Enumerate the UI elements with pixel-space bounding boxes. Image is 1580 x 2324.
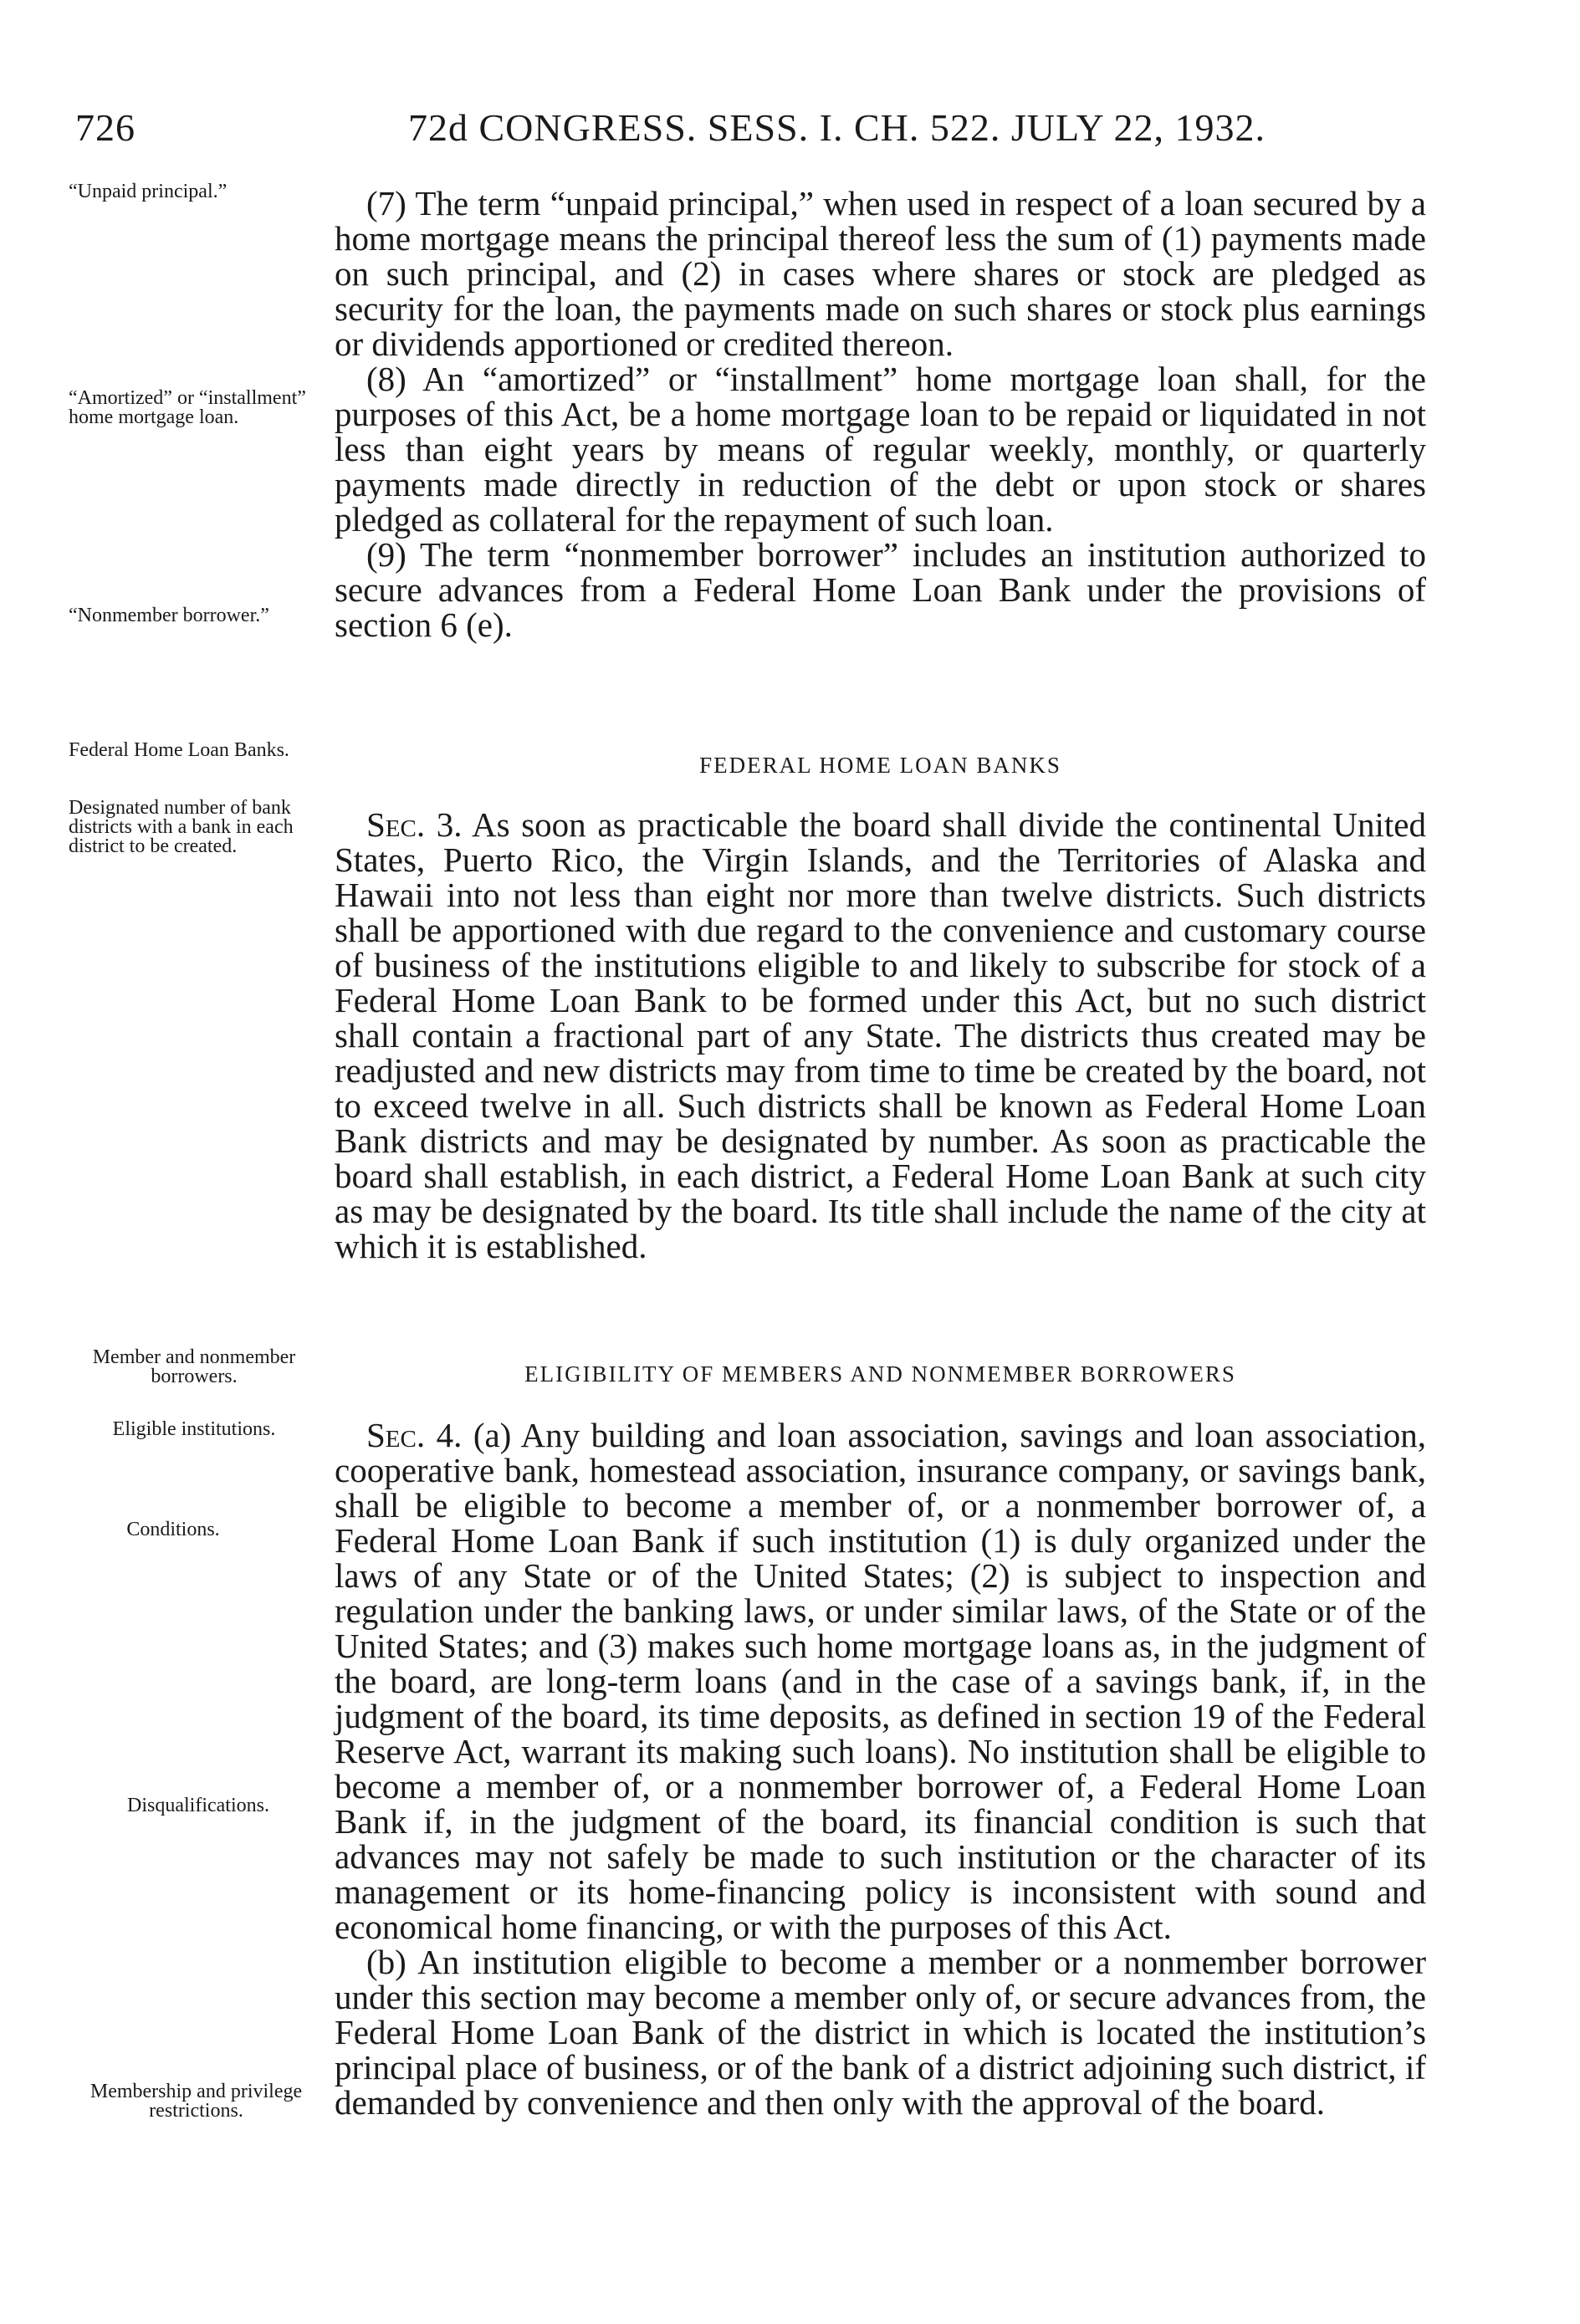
paragraph-8: (8) An “amortized” or “installment” home mortgage loan shall, for the purposes of this Act, be a home mortgage loan to be repaid or liquidated in not less than eight years by means of regular weekly, monthly, or quarterly payments made directly in reduction of the debt or upon stock or shares pledged as collateral for the repayment of such loan. [335, 360, 1426, 539]
page-number: 726 [75, 106, 136, 149]
heading-eligibility: ELIGIBILITY OF MEMBERS AND NONMEMBER BORROWERS [524, 1361, 1236, 1387]
paragraph-9: (9) The term “nonmember borrower” includes an institution authorized to secure advances from a Federal Home Loan Bank under the provisions of section 6 (e). [335, 535, 1426, 644]
section-3-block [335, 807, 1426, 1264]
margin-note-amortized: “Amortized” or “installment” home mortgage loan. [69, 387, 306, 428]
paragraph-7: (7) The term “unpaid principal,” when used in respect of a loan secured by a home mortgage means the principal thereof less the sum of (1) payments made on such principal, and (2) in cases where shares or stock are pledged as security for the loan, the payments made on such shares or stock plus earnings or dividends apportioned or credited thereon. [335, 184, 1426, 363]
section-3-text: As soon as practicable the board shall divide the continental United States, Puerto Rico, the Virgin Islands, and the Territories of Alaska and Hawaii into not less than eight nor more than twelve districts. Such districts shall be apportioned with due regard to the convenience and customary course of business of the institutions eligible to and likely to subscribe for stock of a Federal Home Loan Bank to be formed under this Act, but no such district shall contain a fractional part of any State. The districts thus created may be readjusted and new districts may from time to time be created by the board, not to exceed twelve in all. Such districts shall be known as Federal Home Loan Bank districts and may be designated by number. As soon as practicable the board shall establish, in each district, a Federal Home Loan Bank at such city as may be designated by the board. Its title shall include the name of the city at which it is established. [335, 805, 1426, 1265]
section-3-paragraph [335, 807, 1426, 1264]
running-title: 72d CONGRESS. SESS. I. CH. 522. JULY 22, 1932. [408, 106, 1266, 149]
section-4b-paragraph: (b) An institution eligible to become a member or a nonmember borrower under this section may become a member only of, or secure advances from, the Federal Home Loan Bank of the district in which is located the institution’s principal place of business, or of the bank of a district adjoining such district, if demanded by convenience and then only with the approval of the board. [335, 1943, 1426, 2122]
margin-note-member-nonmember: Member and nonmember borrowers. [92, 1346, 296, 1387]
margin-note-eligible: Eligible institutions. [112, 1418, 276, 1440]
margin-note-unpaid-principal: “Unpaid principal.” [69, 181, 228, 202]
section-4a-paragraph [335, 1417, 1426, 1944]
section-4-block [335, 1417, 1426, 2120]
section-4-label: Sec. 4. [366, 1416, 463, 1454]
section-4a-text: (a) Any building and loan association, savings and loan association, cooperative bank, homestead association, insurance company, or savings bank, shall be eligible to become a member of, or a nonmember borrower of, a Federal Home Loan Bank if such institution (1) is duly organized under the laws of any State or of the United States; (2) is subject to inspection and regulation under the banking laws, or under similar laws, of the State or of the United States; and (3) makes such home mortgage loans as, in the judgment of the board, are long-term loans (and in the case of a savings bank, if, in the judgment of the board, its time deposits, as defined in section 19 of the Federal Reserve Act, warrant its making such loans). No institution shall be eligible to become a member of, or a nonmember borrower of, a Federal Home Loan Bank if, in the judgment of the board, its financial condition is such that advances may not safely be made to such institution or the character of its management or its home-financing policy is inconsistent with sound and economical home financing, or with the purposes of this Act. [335, 1416, 1427, 1946]
margin-note-disqualifications: Disqualifications. [127, 1795, 269, 1816]
margin-note-districts: Designated number of bank districts with a bank in each district to be created. [69, 797, 294, 857]
margin-note-fhlb: Federal Home Loan Banks. [69, 739, 289, 761]
definitions-block [335, 186, 1426, 642]
margin-note-nonmember-borrower: “Nonmember borrower.” [69, 605, 269, 626]
margin-note-membership: Membership and privilege restrictions. [89, 2081, 303, 2122]
heading-fhlb: FEDERAL HOME LOAN BANKS [699, 753, 1061, 778]
margin-note-conditions: Conditions. [126, 1519, 220, 1540]
section-3-label: Sec. 3. [366, 805, 463, 844]
